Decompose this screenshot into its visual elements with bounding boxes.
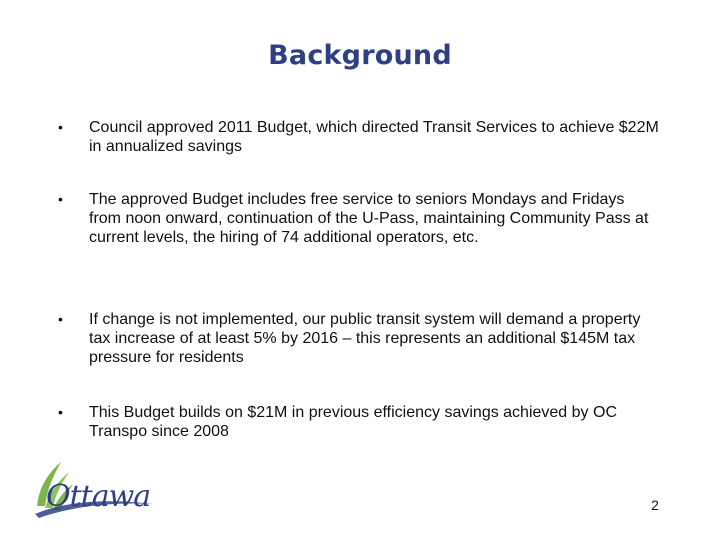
- page-number: 2: [651, 497, 659, 513]
- bullet-symbol: •: [58, 311, 63, 327]
- bullet-text: The approved Budget includes free service to seniors Mondays and Fridays from noon onward, continuation of the U-Pass, maintaining Community Pass at current levels, the hiring of 74 additional operators, etc.: [89, 191, 649, 246]
- bullet-text: Council approved 2011 Budget, which directed Transit Services to achieve $22M in annualized savings: [89, 119, 659, 155]
- bullet-symbol: •: [58, 119, 63, 135]
- bullet-text: If change is not implemented, our public transit system will demand a property tax increase of at least 5% by 2016 – this represents an additional $145M tax pressure for residents: [89, 311, 641, 366]
- bullet-symbol: •: [58, 404, 63, 420]
- logo-wordmark: Ottawa: [46, 479, 151, 514]
- bullet-symbol: •: [58, 191, 63, 207]
- slide-title: Background: [268, 40, 452, 71]
- bullet-text: This Budget builds on $21M in previous efficiency savings achieved by OC Transpo since 2008: [89, 404, 617, 440]
